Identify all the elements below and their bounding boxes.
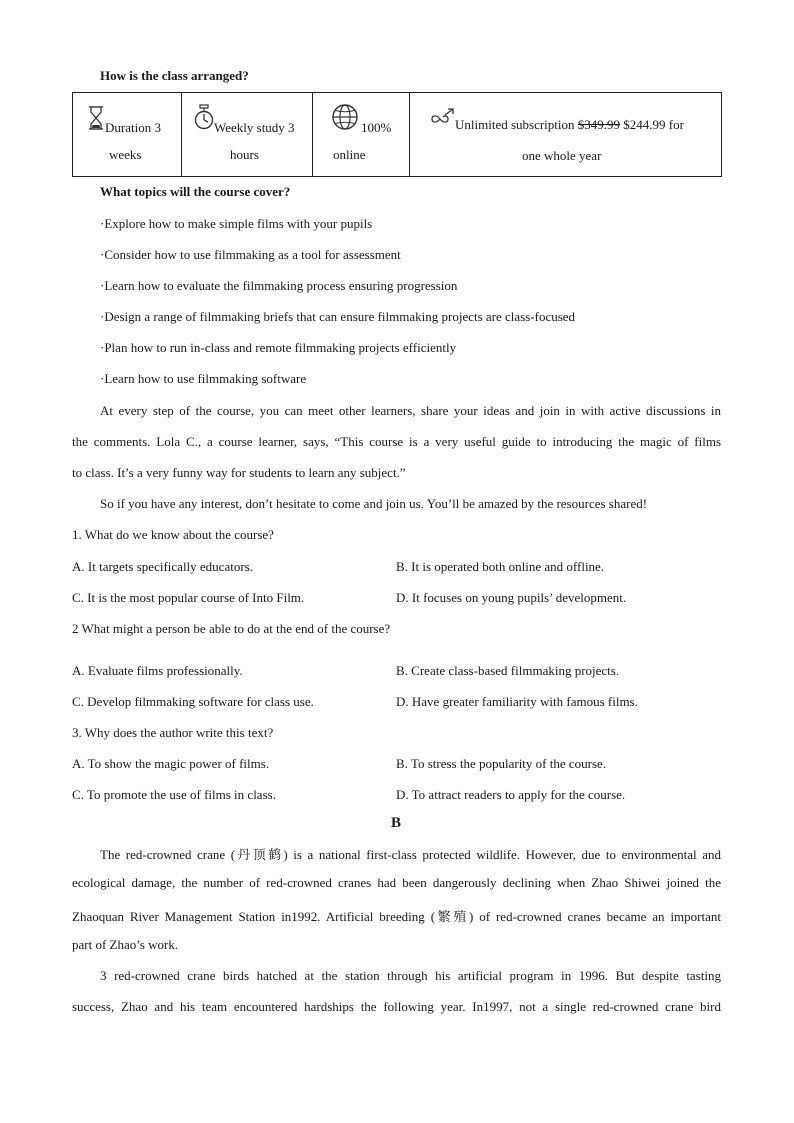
topic-item: ·Plan how to run in-class and remote filmmaking projects efficiently xyxy=(100,340,457,355)
option-b: B. It is operated both online and offline. xyxy=(396,559,605,574)
weekly-line2: hours xyxy=(230,147,259,162)
online-line2: online xyxy=(333,147,366,162)
passage-line: 3 red-crowned crane birds hatched at the station through his artificial program in 1996. But despite tasting xyxy=(100,968,721,983)
passage-line: part of Zhao’s work. xyxy=(72,937,179,952)
duration-line2: weeks xyxy=(109,147,142,162)
question-stem: 2 What might a person be able to do at the end of the course? xyxy=(72,621,391,636)
option-b: B. Create class-based filmmaking projects. xyxy=(396,663,620,678)
weekly-cell xyxy=(182,93,313,177)
topic-item: ·Explore how to make simple films with your pupils xyxy=(100,216,373,231)
arrangement-heading: How is the class arranged? xyxy=(100,68,249,83)
online-line1: 100% xyxy=(361,120,392,135)
new-price: $244.99 for xyxy=(623,117,684,132)
subscription-cell xyxy=(410,93,722,177)
online-cell xyxy=(313,93,410,177)
option-a: A. Evaluate films professionally. xyxy=(72,663,243,678)
arrangement-table xyxy=(72,92,722,177)
passage-line: success, Zhao and his team encountered hardships the following year. In1997, not a single red-crowned crane bird xyxy=(72,999,721,1014)
duration-line1: Duration 3 xyxy=(105,120,161,135)
topic-item: ·Learn how to evaluate the filmmaking process ensuring progression xyxy=(100,278,458,293)
weekly-line1: Weekly study 3 xyxy=(214,120,295,135)
old-price: $349.99 xyxy=(577,117,621,132)
option-d: D. Have greater familiarity with famous films. xyxy=(396,694,638,709)
topic-item: ·Design a range of filmmaking briefs that can ensure filmmaking projects are class-focused xyxy=(100,309,576,324)
option-b: B. To stress the popularity of the course. xyxy=(396,756,607,771)
passage-line: At every step of the course, you can meet other learners, share your ideas and join in with active discussions in xyxy=(100,403,721,418)
hourglass-icon xyxy=(88,106,104,130)
passage-line: ecological damage, the number of red-crowned cranes had been dangerously declining when Zhao Shiwei joined the xyxy=(72,875,721,890)
duration-cell xyxy=(73,93,182,177)
passage-line: The red-crowned crane (丹顶鹤) is a national first-class protected wildlife. However, due to environmental and xyxy=(100,847,721,862)
topics-heading: What topics will the course cover? xyxy=(100,184,291,199)
subscription-label: Unlimited subscription xyxy=(455,117,575,132)
passage-line: the comments. Lola C., a course learner, says, “This course is a very useful guide to introducing the magic of films xyxy=(72,434,721,449)
stopwatch-icon xyxy=(194,104,214,130)
option-a: A. To show the magic power of films. xyxy=(72,756,270,771)
subscription-line1 xyxy=(455,117,684,133)
passage-line: So if you have any interest, don’t hesitate to come and join us. You’ll be amazed by the resources shared! xyxy=(100,496,648,511)
option-c: C. To promote the use of films in class. xyxy=(72,787,276,802)
option-c: C. Develop filmmaking software for class use. xyxy=(72,694,314,709)
section-b-heading: B xyxy=(391,815,402,831)
question-stem: 3. Why does the author write this text? xyxy=(72,725,274,740)
option-d: D. It focuses on young pupils’ development. xyxy=(396,590,627,605)
topic-item: ·Learn how to use filmmaking software xyxy=(100,371,307,386)
passage-line: Zhaoquan River Management Station in1992. Artificial breeding (繁殖) of red-crowned cranes became an important xyxy=(72,909,721,924)
infinity-arrow-icon xyxy=(429,107,455,127)
option-d: D. To attract readers to apply for the course. xyxy=(396,787,626,802)
option-c: C. It is the most popular course of Into Film. xyxy=(72,590,305,605)
option-a: A. It targets specifically educators. xyxy=(72,559,253,574)
passage-line: to class. It’s a very funny way for students to learn any subject.” xyxy=(72,465,406,480)
globe-icon xyxy=(331,103,359,131)
topic-item: ·Consider how to use filmmaking as a tool for assessment xyxy=(100,247,401,262)
subscription-line2: one whole year xyxy=(522,148,602,163)
question-stem: 1. What do we know about the course? xyxy=(72,527,274,542)
